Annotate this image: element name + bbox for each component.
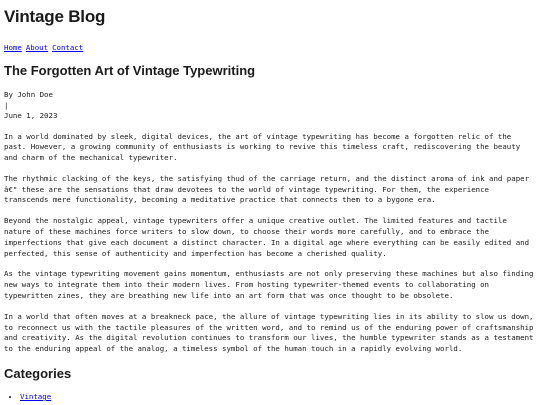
post-paragraph-1: In a world dominated by sleek, digital devices, the art of vintage typewriting has become a forgotten relic of the past. However, a growing community of enthusiasts is working to revive this timeless craft, rediscovering the beauty and charm of the mechanical typewriter. <box>4 131 521 163</box>
post-paragraph-5: In a world that often moves at a breakneck pace, the allure of vintage typewriting lies in its ability to slow us down, to reconnect us with the tactile pleasures of the written word, and to remind us of the enduring power of craftsmanship and creativity. As the digital revolution continues to transform our lives, the humble typewriter stands as a testament to the enduring appeal of the analog, a timeless symbol of the human touch in a rapidly evolving world. <box>4 311 534 354</box>
categories-list <box>4 391 536 402</box>
blog-post <box>4 62 536 355</box>
nav-link-about[interactable]: About <box>25 43 49 52</box>
categories-section <box>4 365 536 402</box>
post-title: The Forgotten Art of Vintage Typewriting <box>4 63 256 78</box>
meta-separator: | <box>4 100 9 110</box>
post-meta <box>4 90 536 122</box>
categories-title: Categories <box>4 366 72 382</box>
site-header <box>4 6 536 28</box>
post-paragraph-4: As the vintage typewriting movement gains momentum, enthusiasts are not only preserving these machines but also finding new ways to integrate them into their modern lives. From hosting typewriter-themed events to collaborating on typewritten zines, they are breathing new life into an art form that was once thought to be obsolete. <box>4 269 534 301</box>
nav-link-contact[interactable]: Contact <box>52 43 84 52</box>
main-nav <box>4 42 536 53</box>
post-author: By John Doe <box>4 90 53 99</box>
nav-link-home[interactable]: Home <box>4 43 22 52</box>
category-link-vintage[interactable]: Vintage <box>20 392 52 402</box>
post-date: June 1, 2023 <box>4 111 58 120</box>
blog-title: Vintage Blog <box>4 7 106 26</box>
post-paragraph-2: The rhythmic clacking of the keys, the satisfying thud of the carriage return, and the distinct aroma of ink and paper â€" these are the sensations that draw devotees to the world of vintage typewriting. For them, the experience transcends mere functionality, becoming a meditative practice that connects them to a bygone era. <box>4 173 530 205</box>
category-item <box>20 391 536 402</box>
post-paragraph-3: Beyond the nostalgic appeal, vintage typewriters offer a unique creative outlet. The limited features and tactile nature of these machines force writers to slow down, to choose their words more carefully, and to embrace the imperfections that give each document a distinct character. In a digital age where everything can be easily edited and perfected, this sense of authenticity and imperfection has become a cherished quality. <box>4 216 530 258</box>
